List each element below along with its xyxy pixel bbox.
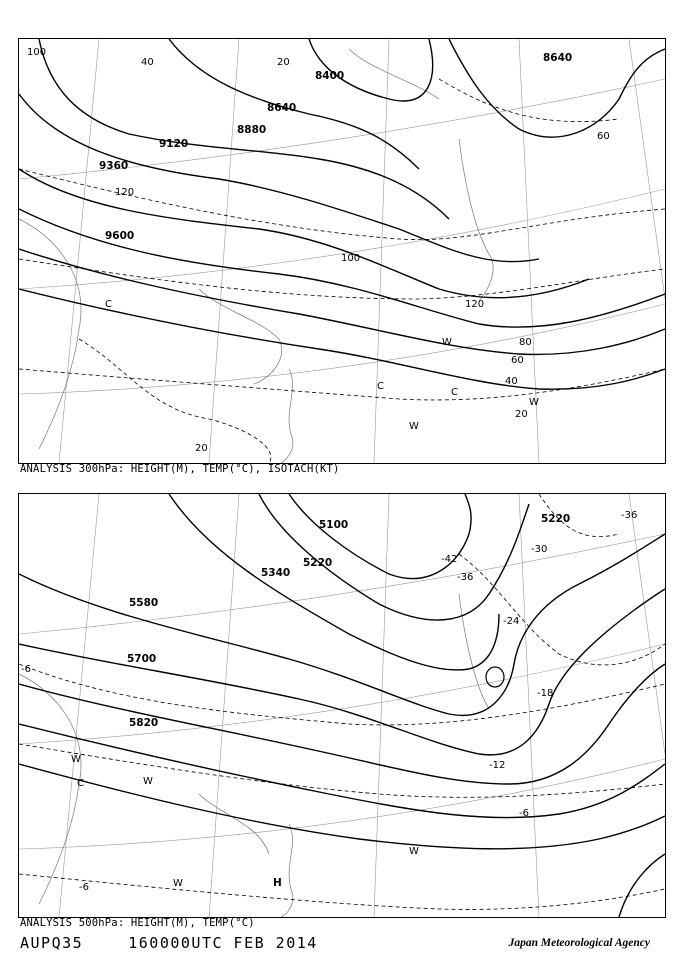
temp-label: -30 <box>531 544 548 555</box>
height-label-9120: 9120 <box>159 138 189 150</box>
warm-mark: W <box>173 878 183 889</box>
isotach-label: 20 <box>277 57 290 68</box>
warm-mark: W <box>442 337 452 348</box>
height-label-5580: 5580 <box>129 597 159 609</box>
temp-label: -6 <box>79 882 89 893</box>
isotach-label: 20 <box>515 409 528 420</box>
valid-time: 160000UTC FEB 2014 <box>128 934 318 952</box>
height-label-8880: 8880 <box>237 124 267 136</box>
height-label-5220-east: 5220 <box>541 513 571 525</box>
cold-mark: C <box>451 387 458 398</box>
caption-300hpa: ANALYSIS 300hPa: HEIGHT(M), TEMP(°C), ISOTACH(KT) <box>20 463 340 475</box>
temp-label: -24 <box>503 616 520 627</box>
isotach-label: 100 <box>341 253 361 264</box>
height-label-9360: 9360 <box>99 160 129 172</box>
isotach-label: 60 <box>597 131 610 142</box>
cold-mark: C <box>77 778 84 789</box>
height-label-8400: 8400 <box>315 70 345 82</box>
isotach-label: 120 <box>115 187 135 198</box>
temp-label: -42 <box>441 554 458 565</box>
warm-mark: W <box>409 421 419 432</box>
isotherms <box>19 79 665 463</box>
isotach-label: 120 <box>465 299 485 310</box>
cold-mark: C <box>377 381 384 392</box>
chart-300hpa-canvas <box>19 39 665 463</box>
isotherms <box>19 494 665 909</box>
warm-mark: W <box>143 776 153 787</box>
height-label-8640-east: 8640 <box>543 52 573 64</box>
warm-mark: W <box>409 846 419 857</box>
isotach-label: 80 <box>519 337 532 348</box>
isotach-label: 40 <box>141 57 154 68</box>
temp-label: -18 <box>537 688 554 699</box>
coastline <box>19 49 493 463</box>
caption-500hpa: ANALYSIS 500hPa: HEIGHT(M), TEMP(°C) <box>20 917 255 929</box>
chart-500hpa-canvas <box>19 494 665 917</box>
agency-name: Japan Meteorological Agency <box>508 937 650 949</box>
height-contours <box>19 39 665 389</box>
cold-mark: C <box>105 299 112 310</box>
chart-identifier <box>20 934 318 952</box>
warm-mark: W <box>71 754 81 765</box>
height-label-5220: 5220 <box>303 557 333 569</box>
warm-mark: W <box>529 397 539 408</box>
chart-300hpa <box>18 38 666 464</box>
height-contours <box>19 494 665 917</box>
high-mark: H <box>273 877 282 889</box>
graticule <box>19 494 665 917</box>
height-label-8640: 8640 <box>267 102 297 114</box>
temp-label: -6 <box>519 808 529 819</box>
chart-code: AUPQ35 <box>20 934 84 952</box>
temp-label: -12 <box>489 760 506 771</box>
isotach-label: 60 <box>511 355 524 366</box>
height-label-5700: 5700 <box>127 653 157 665</box>
isotach-label: 20 <box>195 443 208 454</box>
height-label-5100: 5100 <box>319 519 349 531</box>
height-label-9600: 9600 <box>105 230 135 242</box>
temp-label: -36 <box>457 572 474 583</box>
isotach-label: 100 <box>27 47 47 58</box>
low-center <box>486 667 504 687</box>
temp-label: -6 <box>21 664 31 675</box>
height-label-5820: 5820 <box>129 717 159 729</box>
graticule <box>19 39 665 463</box>
isotach-label: 40 <box>505 376 518 387</box>
height-label-5340: 5340 <box>261 567 291 579</box>
temp-label: -36 <box>621 510 638 521</box>
chart-500hpa <box>18 493 666 918</box>
